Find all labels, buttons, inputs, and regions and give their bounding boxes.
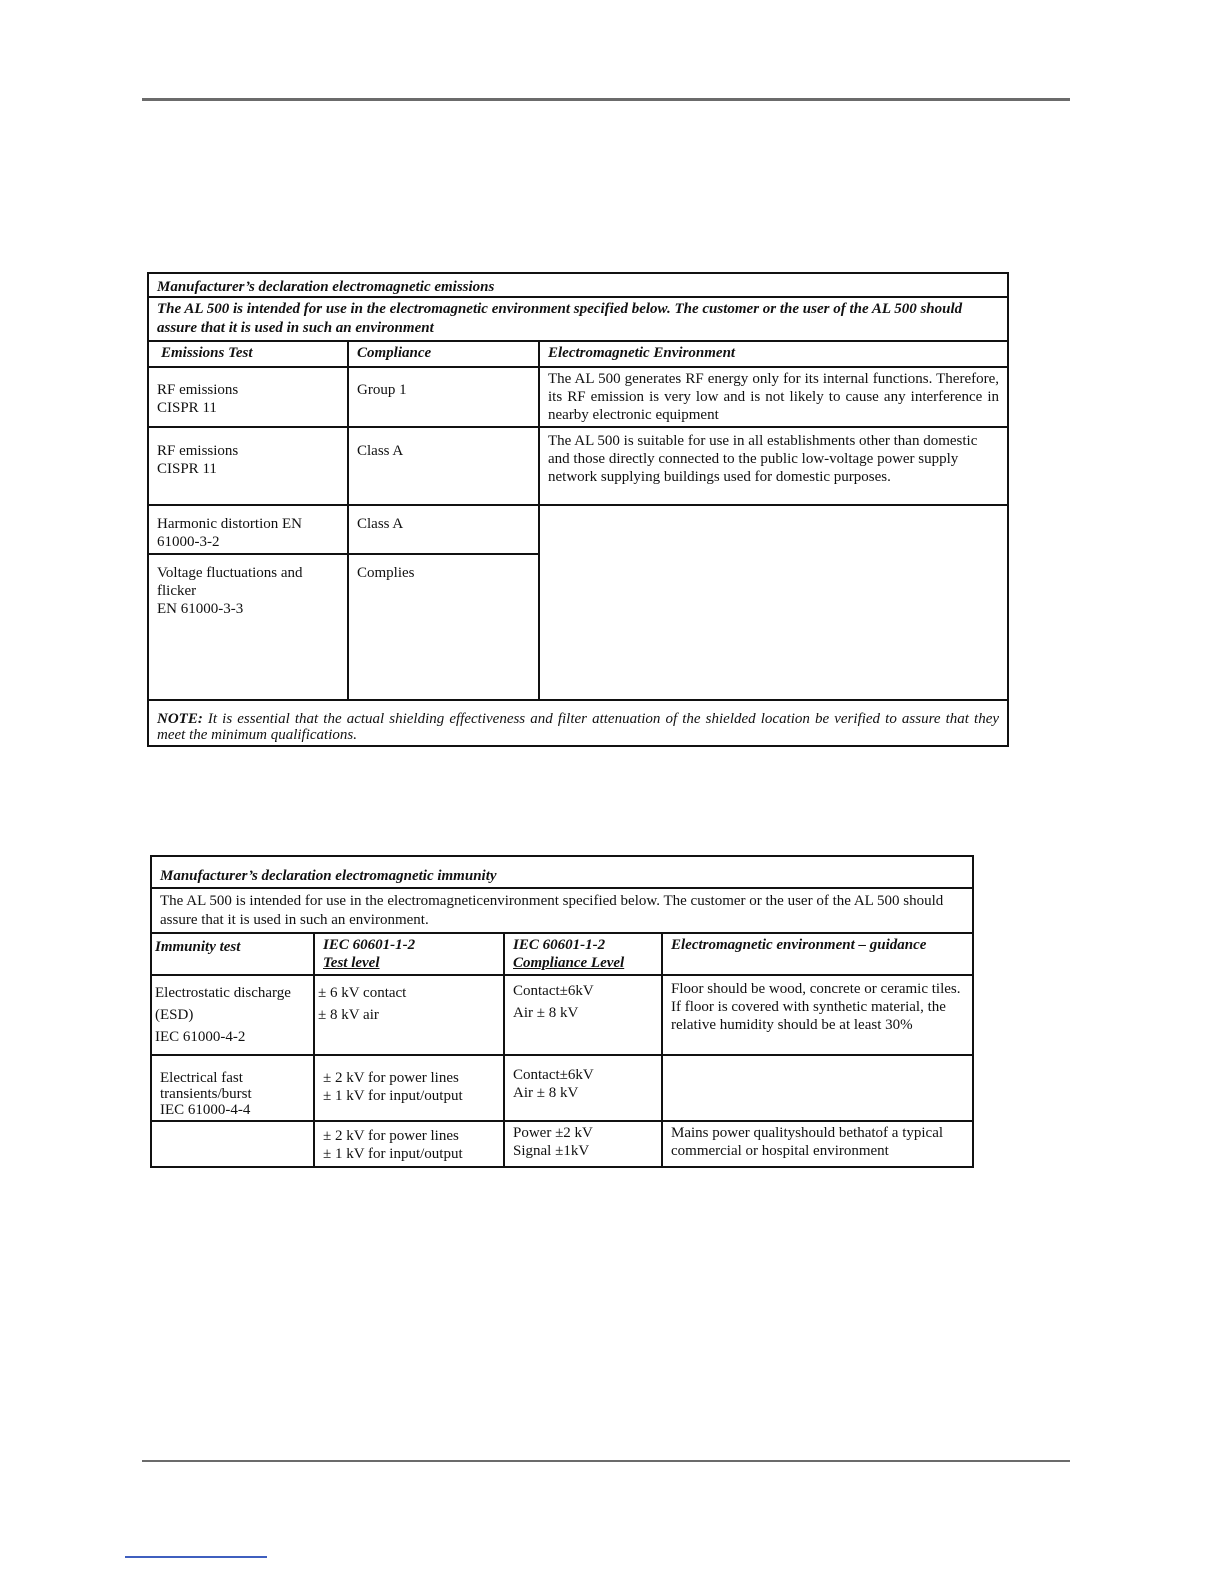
immunity-intro-cell xyxy=(151,888,973,933)
table-row xyxy=(151,975,973,1055)
immunity-test-cell xyxy=(151,1121,314,1167)
immunity-test-cell: Electrical fast transients/burst IEC 61000-4-4 xyxy=(151,1055,314,1121)
immunity-level-cell: ± 2 kV for power lines ± 1 kV for input/output xyxy=(314,1055,504,1121)
table-row xyxy=(151,1121,973,1167)
table-row xyxy=(148,427,1008,505)
emissions-test-cell: RF emissions CISPR 11 xyxy=(148,367,348,427)
note-label: NOTE: xyxy=(157,711,203,727)
immunity-compliance-cell: Contact±6kV Air ± 8 kV xyxy=(504,1055,662,1121)
immunity-level-cell: ± 2 kV for power lines ± 1 kV for input/output xyxy=(314,1121,504,1167)
emissions-compliance-cell: Group 1 xyxy=(348,367,539,427)
table-row xyxy=(148,505,1008,554)
emissions-intro: The AL 500 is intended for use in the electromagnetic environment specified below. The customer or the user of the AL 500 should assure that it is used in such an environment xyxy=(157,301,963,336)
emissions-test-cell: Harmonic distortion EN 61000-3-2 xyxy=(148,505,348,554)
emissions-intro-cell xyxy=(148,297,1008,341)
emissions-header-test: Emissions Test xyxy=(148,341,348,367)
emissions-compliance-cell: Class A xyxy=(348,427,539,505)
emissions-header-environment: Electromagnetic Environment xyxy=(539,341,1008,367)
immunity-level-cell: ± 6 kV contact ± 8 kV air xyxy=(314,975,504,1055)
immunity-header-compliance-level: IEC 60601-1-2 Compliance Level xyxy=(504,933,662,975)
immunity-guidance-cell: Mains power qualityshould bethatof a typical commercial or hospital environment xyxy=(662,1121,973,1167)
footer-link-mark xyxy=(125,1556,267,1558)
emissions-test-cell: Voltage fluctuations and flicker EN 61000-3-3 xyxy=(148,554,348,700)
immunity-compliance-cell: Power ±2 kV Signal ±1kV xyxy=(504,1121,662,1167)
emissions-compliance-cell: Class A xyxy=(348,505,539,554)
note-text: It is essential that the actual shielding effectiveness and filter attenuation of the shielded location be verified to assure that they meet the minimum qualifications. xyxy=(157,711,1000,743)
emissions-title: Manufacturer’s declaration electromagnetic emissions xyxy=(157,279,495,295)
emissions-title-cell xyxy=(148,273,1008,297)
footer-rule xyxy=(142,1460,1070,1462)
immunity-guidance-cell: Floor should be wood, concrete or ceramic tiles. If floor is covered with synthetic material, the relative humidity should be at least 30% xyxy=(662,975,973,1055)
immunity-declaration-table xyxy=(150,855,974,1168)
immunity-header-test-level: IEC 60601-1-2 Test level xyxy=(314,933,504,975)
immunity-header-guidance: Electromagnetic environment – guidance xyxy=(662,933,973,975)
immunity-title: Manufacturer’s declaration electromagnetic immunity xyxy=(160,868,497,884)
table-row xyxy=(148,367,1008,427)
emissions-environment-cell: The AL 500 is suitable for use in all establishments other than domestic and those directly connected to the public low-voltage power supply network supplying buildings used for domestic purposes. xyxy=(539,427,1008,505)
emissions-environment-empty-cell xyxy=(539,505,1008,700)
immunity-test-cell: Electrostatic discharge (ESD) IEC 61000-4-2 xyxy=(151,975,314,1055)
immunity-title-cell xyxy=(151,856,973,888)
table-row xyxy=(151,1055,973,1121)
immunity-intro: The AL 500 is intended for use in the electromagneticenvironment specified below. The customer or the user of the AL 500 should assure that it is used in such an environment. xyxy=(160,893,944,928)
emissions-declaration-table xyxy=(147,272,1009,747)
emissions-note-cell xyxy=(148,700,1008,746)
emissions-header-compliance: Compliance xyxy=(348,341,539,367)
emissions-environment-cell: The AL 500 generates RF energy only for its internal functions. Therefore, its RF emission is very low and is not likely to cause any interference in nearby electronic equipment xyxy=(539,367,1008,427)
emissions-test-cell: RF emissions CISPR 11 xyxy=(148,427,348,505)
immunity-compliance-cell: Contact±6kV Air ± 8 kV xyxy=(504,975,662,1055)
emissions-compliance-cell: Complies xyxy=(348,554,539,700)
immunity-header-test: Immunity test xyxy=(151,933,314,975)
header-rule xyxy=(142,98,1070,101)
immunity-guidance-cell xyxy=(662,1055,973,1121)
